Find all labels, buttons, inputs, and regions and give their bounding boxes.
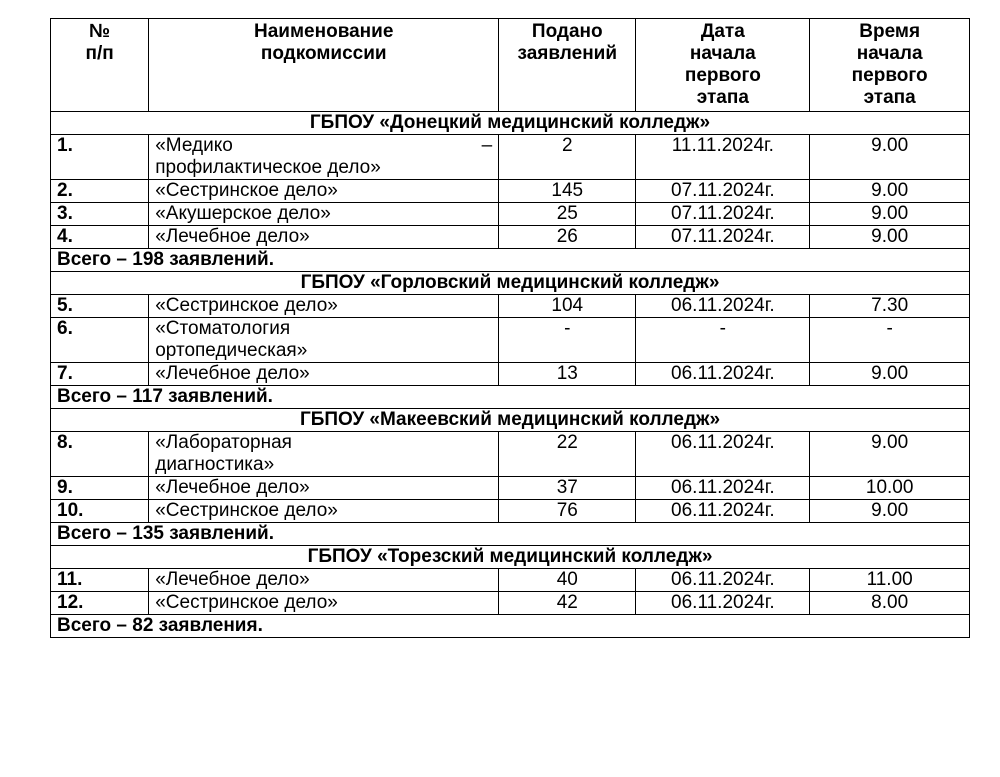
table-row (51, 295, 970, 318)
table-row (51, 226, 970, 249)
subcommission-name: «Сестринское дело» (149, 500, 499, 523)
total-text: Всего – 198 заявлений. (51, 249, 970, 272)
header-applications-count: Подано заявлений (499, 19, 636, 112)
header-number: № п/п (51, 19, 149, 112)
table-row (51, 203, 970, 226)
applications-count: 40 (499, 569, 636, 592)
row-number: 6. (51, 318, 149, 363)
section-header-row (51, 112, 970, 135)
total-row (51, 386, 970, 409)
row-number: 10. (51, 500, 149, 523)
table-row (51, 592, 970, 615)
start-time: 9.00 (810, 363, 970, 386)
start-date: 06.11.2024г. (636, 432, 810, 477)
applications-table (50, 18, 970, 638)
start-date: 11.11.2024г. (636, 135, 810, 180)
table-row (51, 500, 970, 523)
total-row (51, 523, 970, 546)
start-date: 07.11.2024г. (636, 226, 810, 249)
row-number: 9. (51, 477, 149, 500)
applications-count: 76 (499, 500, 636, 523)
start-date: 06.11.2024г. (636, 592, 810, 615)
row-number: 1. (51, 135, 149, 180)
start-time: 9.00 (810, 432, 970, 477)
applications-count: - (499, 318, 636, 363)
start-date: - (636, 318, 810, 363)
table-body (51, 112, 970, 638)
start-time: 9.00 (810, 226, 970, 249)
applications-count: 104 (499, 295, 636, 318)
header-subcommission-name: Наименование подкомиссии (149, 19, 499, 112)
start-date: 06.11.2024г. (636, 363, 810, 386)
start-date: 07.11.2024г. (636, 180, 810, 203)
start-time: 9.00 (810, 203, 970, 226)
table-row (51, 180, 970, 203)
start-time: 8.00 (810, 592, 970, 615)
table-row (51, 432, 970, 477)
section-header-row (51, 546, 970, 569)
start-time: 9.00 (810, 500, 970, 523)
start-time: - (810, 318, 970, 363)
start-date: 06.11.2024г. (636, 477, 810, 500)
row-number: 11. (51, 569, 149, 592)
start-time: 10.00 (810, 477, 970, 500)
total-text: Всего – 117 заявлений. (51, 386, 970, 409)
row-number: 4. (51, 226, 149, 249)
name-dash: – (481, 135, 493, 156)
table-header-row (51, 19, 970, 112)
row-number: 8. (51, 432, 149, 477)
row-number: 3. (51, 203, 149, 226)
section-header-row (51, 272, 970, 295)
subcommission-name: «Стоматология ортопедическая» (149, 318, 499, 363)
subcommission-name: «Лечебное дело» (149, 477, 499, 500)
college-name: ГБПОУ «Горловский медицинский колледж» (51, 272, 970, 295)
applications-count: 37 (499, 477, 636, 500)
row-number: 12. (51, 592, 149, 615)
applications-count: 13 (499, 363, 636, 386)
start-date: 06.11.2024г. (636, 295, 810, 318)
subcommission-name: «Сестринское дело» (149, 180, 499, 203)
total-text: Всего – 82 заявления. (51, 615, 970, 638)
total-row (51, 615, 970, 638)
start-date: 07.11.2024г. (636, 203, 810, 226)
college-name: ГБПОУ «Донецкий медицинский колледж» (51, 112, 970, 135)
total-text: Всего – 135 заявлений. (51, 523, 970, 546)
start-date: 06.11.2024г. (636, 569, 810, 592)
college-name: ГБПОУ «Торезский медицинский колледж» (51, 546, 970, 569)
applications-count: 22 (499, 432, 636, 477)
section-header-row (51, 409, 970, 432)
start-time: 11.00 (810, 569, 970, 592)
subcommission-name: «Лабораторная диагностика» (149, 432, 499, 477)
subcommission-name: «Лечебное дело» (149, 569, 499, 592)
applications-count: 145 (499, 180, 636, 203)
total-row (51, 249, 970, 272)
subcommission-name: «Лечебное дело» (149, 363, 499, 386)
subcommission-name: «Сестринское дело» (149, 295, 499, 318)
table-row (51, 135, 970, 180)
table-row (51, 363, 970, 386)
subcommission-name: «Лечебное дело» (149, 226, 499, 249)
row-number: 2. (51, 180, 149, 203)
table-row (51, 477, 970, 500)
header-start-date: Дата начала первого этапа (636, 19, 810, 112)
applications-count: 2 (499, 135, 636, 180)
applications-count: 25 (499, 203, 636, 226)
subcommission-name: «Медико – профилактическое дело» (149, 135, 499, 180)
subcommission-name: «Сестринское дело» (149, 592, 499, 615)
start-time: 7.30 (810, 295, 970, 318)
table-row (51, 318, 970, 363)
table-row (51, 569, 970, 592)
applications-count: 42 (499, 592, 636, 615)
row-number: 7. (51, 363, 149, 386)
start-date: 06.11.2024г. (636, 500, 810, 523)
start-time: 9.00 (810, 135, 970, 180)
applications-count: 26 (499, 226, 636, 249)
start-time: 9.00 (810, 180, 970, 203)
row-number: 5. (51, 295, 149, 318)
subcommission-name: «Акушерское дело» (149, 203, 499, 226)
college-name: ГБПОУ «Макеевский медицинский колледж» (51, 409, 970, 432)
header-start-time: Время начала первого этапа (810, 19, 970, 112)
